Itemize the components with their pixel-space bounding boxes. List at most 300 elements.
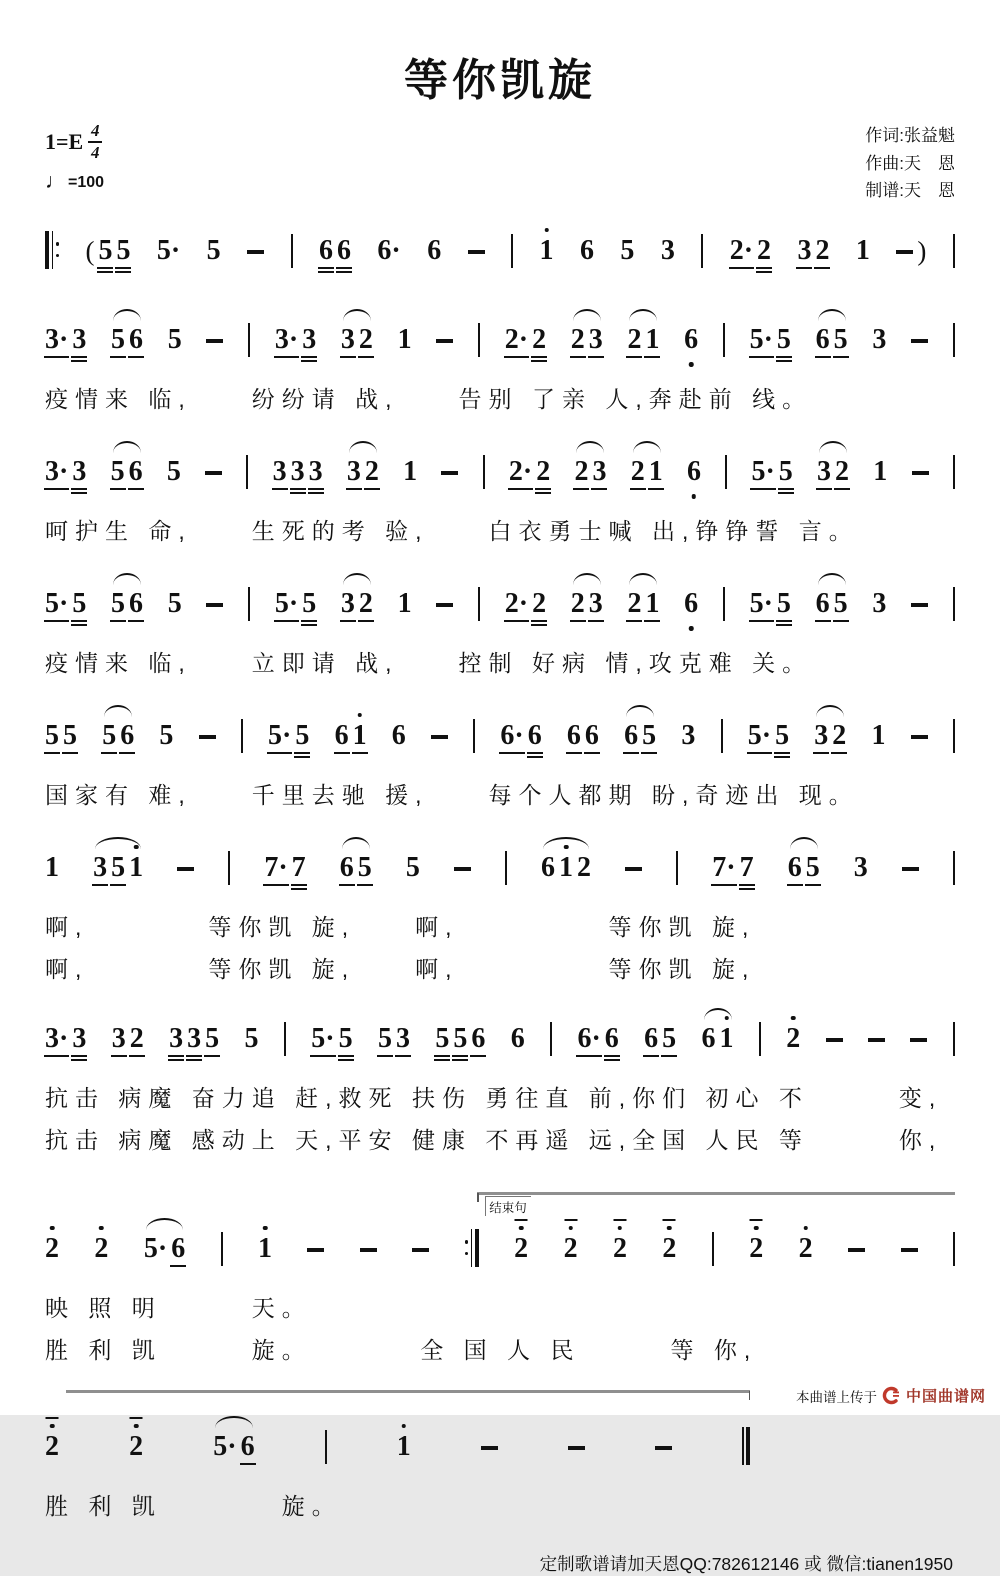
note-number: 1 — [855, 234, 870, 266]
slur-group — [143, 1232, 186, 1264]
beat-group — [855, 234, 870, 266]
slur-group — [627, 323, 660, 355]
note-token — [111, 587, 126, 619]
note-token — [814, 719, 829, 751]
sixteenth-underline — [115, 271, 131, 273]
tenuto-bar — [613, 1219, 626, 1222]
eighth-underline — [291, 884, 307, 886]
eighth-underline — [504, 356, 529, 358]
eighth-underline — [749, 620, 774, 622]
note-number: 3 — [588, 323, 603, 355]
octave-dot-above — [754, 1226, 759, 1231]
note-number: 2 — [563, 1232, 578, 1264]
beat-group — [166, 455, 181, 487]
beat-group — [396, 1430, 411, 1462]
note-token — [776, 587, 791, 619]
duration-dash — [360, 1248, 377, 1252]
ending-phrase-label: 结束句 — [485, 1196, 531, 1216]
slur-group — [541, 851, 592, 883]
beat-group — [264, 851, 306, 883]
barline — [228, 851, 230, 885]
eighth-underline — [129, 1055, 145, 1057]
eighth-underline — [535, 488, 551, 490]
eighth-underline — [340, 620, 356, 622]
beat-group — [747, 719, 790, 751]
notes-row — [45, 1002, 955, 1067]
beat-group — [284, 1022, 286, 1053]
note-token — [751, 455, 775, 487]
sixteenth-underline — [336, 271, 352, 273]
beat-group — [45, 323, 87, 355]
barline — [550, 1022, 552, 1056]
lyrics-row: 胜 利 凯 旋。 — [45, 1492, 342, 1519]
barline — [676, 851, 678, 885]
eighth-underline — [71, 356, 87, 358]
sixteenth-underline — [186, 1059, 202, 1061]
repeat-dot — [56, 254, 60, 258]
eighth-underline — [338, 1055, 354, 1057]
note-number: 5 — [778, 455, 793, 487]
note-token — [855, 234, 870, 266]
note-token — [817, 455, 832, 487]
beat-group — [427, 234, 442, 266]
beat-group — [510, 1022, 525, 1054]
note-number: 2 — [835, 455, 850, 487]
notes-row — [45, 831, 955, 896]
note-token — [206, 234, 221, 266]
slur-group — [346, 455, 379, 487]
uploader-credit — [796, 1385, 986, 1406]
slur-group — [339, 851, 372, 883]
eighth-underline — [749, 356, 774, 358]
note-token — [853, 851, 868, 883]
note-token — [815, 323, 830, 355]
note-number: 5 — [110, 455, 125, 487]
note-number: 5 — [776, 587, 791, 619]
beat-group — [436, 603, 453, 618]
lyrics-row: 啊, 等你凯 旋, 啊, 等你凯 旋, — [45, 913, 756, 940]
note-token — [579, 234, 594, 266]
thin-bar — [471, 1229, 473, 1267]
eighth-underline — [71, 620, 87, 622]
eighth-underline — [274, 356, 299, 358]
note-token — [244, 1022, 259, 1054]
barline — [712, 1232, 714, 1266]
note-token — [729, 234, 754, 266]
score-system — [45, 303, 955, 414]
barline — [953, 587, 955, 621]
beat-group — [206, 603, 223, 618]
duration-dash — [436, 603, 453, 607]
eighth-underline — [527, 752, 543, 754]
note-number: 6 — [339, 851, 354, 883]
slur-group — [574, 455, 607, 487]
note-token — [318, 234, 333, 266]
note-number: 5 — [302, 587, 317, 619]
eighth-underline — [110, 620, 126, 622]
note-token — [645, 323, 660, 355]
note-number: 5· — [156, 234, 181, 266]
eighth-underline — [310, 1055, 335, 1057]
duration-dash — [205, 471, 222, 475]
lyrics-row: 啊, 等你凯 旋, 啊, 等你凯 旋, — [45, 955, 756, 982]
note-number: 5· — [274, 587, 299, 619]
sixteenth-underline — [434, 1059, 450, 1061]
note-number: 6 — [604, 1022, 619, 1054]
beat-group — [953, 1022, 955, 1053]
note-number: 2 — [45, 1430, 59, 1462]
beat-group — [483, 455, 485, 486]
note-number: 7· — [712, 851, 736, 883]
beat-group — [478, 323, 480, 354]
note-number: 1 — [645, 323, 660, 355]
note-number: 5 — [662, 1022, 677, 1054]
note-number: 3 — [681, 719, 696, 751]
note-number: 5· — [268, 719, 292, 751]
lyrics-row: 疫情来 临, 纷纷请 战, 告别 了亲 人,奔赴前 线。 — [45, 385, 813, 412]
note-token — [532, 323, 547, 355]
note-number: 5 — [776, 323, 791, 355]
eighth-underline — [110, 488, 126, 490]
beat-group — [228, 851, 230, 882]
sixteenth-underline — [71, 492, 87, 494]
beat-group — [873, 455, 888, 487]
composer-credit: 作曲:天 恩 — [865, 153, 955, 173]
note-number: 6 — [120, 719, 135, 751]
beat-group — [872, 587, 887, 619]
octave-dot-above — [263, 1226, 268, 1231]
note-number: 3 — [72, 1022, 87, 1054]
barline — [246, 455, 248, 489]
duration-dash — [199, 735, 216, 739]
note-number: 3 — [797, 234, 812, 266]
eighth-underline — [787, 884, 803, 886]
note-number: 5 — [620, 234, 635, 266]
eighth-underline — [44, 752, 60, 754]
eighth-underline — [71, 1055, 87, 1057]
eighth-underline — [531, 356, 547, 358]
note-token — [377, 1022, 392, 1054]
eighth-underline — [346, 488, 362, 490]
beat-group — [872, 323, 887, 355]
beat-group — [676, 851, 678, 882]
note-token — [563, 1232, 578, 1264]
note-token — [630, 455, 645, 487]
beat-group — [723, 323, 725, 354]
thin-bar — [742, 1427, 744, 1465]
eighth-underline — [128, 488, 144, 490]
beat-group — [725, 455, 727, 486]
note-number: 5 — [642, 719, 657, 751]
beat-group — [568, 1446, 585, 1461]
note-token — [110, 455, 125, 487]
note-number: 2 — [627, 587, 642, 619]
beat-group — [311, 1022, 353, 1054]
note-token — [435, 1022, 450, 1054]
note-number: 5· — [45, 587, 69, 619]
beat-group — [246, 455, 248, 486]
eighth-underline — [272, 488, 288, 490]
note-number: 6 — [471, 1022, 486, 1054]
note-token — [94, 1232, 109, 1264]
note-token — [405, 851, 420, 883]
beat-group — [902, 867, 919, 882]
beat-group — [221, 1232, 223, 1263]
note-number: 6 — [128, 455, 143, 487]
upload-prefix: 本曲谱上传于 — [795, 1389, 877, 1405]
sixteenth-underline — [776, 624, 792, 626]
note-token — [872, 587, 887, 619]
note-token — [156, 234, 181, 266]
sixteenth-underline — [71, 624, 87, 626]
note-token — [778, 455, 793, 487]
note-token — [268, 719, 292, 751]
note-token — [566, 719, 581, 751]
note-token — [111, 851, 126, 883]
note-number: 6 — [427, 234, 442, 266]
note-token — [98, 234, 113, 266]
note-token — [624, 719, 639, 751]
note-number: 1 — [648, 455, 663, 487]
note-token — [627, 323, 642, 355]
beat-group — [912, 471, 929, 486]
eighth-underline — [661, 1055, 677, 1057]
tenuto-bar — [750, 1219, 763, 1222]
eighth-underline — [499, 752, 524, 754]
beat-group — [684, 587, 699, 619]
note-number: 6 — [815, 587, 830, 619]
eighth-underline — [813, 752, 829, 754]
beat-group — [712, 851, 754, 883]
eighth-underline — [336, 267, 352, 269]
eighth-underline — [110, 356, 126, 358]
tenuto-bar — [515, 1219, 528, 1222]
note-token — [45, 455, 69, 487]
eighth-underline — [44, 356, 69, 358]
note-token — [570, 323, 585, 355]
octave-dot-above — [544, 228, 549, 233]
beat-group — [272, 455, 323, 487]
note-token — [308, 455, 323, 487]
eighth-underline — [588, 356, 604, 358]
note-number: 5 — [833, 587, 848, 619]
note-token — [871, 719, 886, 751]
eighth-underline — [584, 752, 600, 754]
note-number: 1 — [871, 719, 886, 751]
slur-group — [93, 851, 144, 883]
beat-group — [579, 234, 594, 266]
octave-dot-below — [692, 494, 697, 499]
barline — [953, 719, 955, 753]
tenuto-bar — [663, 1219, 676, 1222]
beat-group — [871, 719, 886, 751]
eighth-underline — [570, 356, 586, 358]
repeat-dot — [465, 1240, 469, 1244]
site-logo-icon — [882, 1387, 901, 1404]
beat-group — [291, 234, 293, 265]
note-token — [72, 1022, 87, 1054]
beat-group — [45, 1430, 59, 1462]
note-number: 5 — [453, 1022, 468, 1054]
barline — [511, 234, 513, 268]
note-number: 5 — [405, 851, 420, 883]
slur-group — [787, 851, 820, 883]
note-token — [357, 851, 372, 883]
note-token — [757, 234, 772, 266]
beat-group — [504, 587, 547, 619]
beat-group — [473, 719, 475, 750]
note-number: 1 — [129, 851, 144, 883]
eighth-underline — [339, 884, 355, 886]
barline — [241, 719, 243, 753]
note-token — [833, 323, 848, 355]
note-number: 6 — [684, 587, 699, 619]
note-number: 3· — [45, 323, 69, 355]
note-number: 3 — [340, 587, 355, 619]
beat-group — [436, 339, 453, 354]
note-token — [72, 455, 87, 487]
barline — [701, 234, 703, 268]
beat-group — [953, 234, 955, 265]
note-token — [527, 719, 542, 751]
eighth-underline — [267, 752, 292, 754]
beat-group — [431, 735, 448, 750]
note-number: 1 — [258, 1232, 273, 1264]
beat-group — [625, 867, 642, 882]
note-token — [776, 323, 791, 355]
beat-group — [684, 323, 699, 355]
octave-dot-below — [689, 626, 694, 631]
note-number: 7 — [291, 851, 306, 883]
bracket-tick — [749, 1391, 751, 1400]
note-token — [45, 851, 59, 883]
barline — [284, 1022, 286, 1056]
eighth-underline — [814, 267, 830, 269]
octave-dot-above — [402, 1424, 407, 1429]
beat-group — [248, 587, 250, 618]
beat-group — [751, 455, 793, 487]
beat-group — [397, 323, 412, 355]
beat-group — [360, 1248, 377, 1263]
note-number: 3 — [290, 455, 305, 487]
contact-info: 定制歌谱请加天恩QQ:782612146 或 微信:tianen1950 — [539, 1553, 953, 1574]
beat-group — [244, 1022, 259, 1054]
eighth-underline — [643, 1055, 659, 1057]
octave-dot-below — [689, 362, 694, 367]
note-token — [111, 323, 126, 355]
beat-group — [325, 1430, 327, 1461]
duration-dash — [481, 1446, 498, 1450]
note-number: 7· — [264, 851, 288, 883]
note-token — [620, 234, 635, 266]
barline — [505, 851, 507, 885]
note-number: 1 — [397, 323, 412, 355]
eighth-underline — [101, 752, 117, 754]
beat-group — [397, 587, 412, 619]
note-number: 5 — [805, 851, 820, 883]
beat-group — [660, 234, 675, 266]
eighth-underline — [340, 356, 356, 358]
note-number: 5 — [244, 1022, 259, 1054]
eighth-underline — [626, 356, 642, 358]
note-token — [719, 1022, 734, 1054]
note-number: 5 — [116, 234, 131, 266]
eighth-underline — [128, 356, 144, 358]
octave-dot-above — [99, 1226, 104, 1231]
note-token — [358, 587, 373, 619]
octave-dot-above — [791, 1016, 796, 1021]
slur-group — [630, 455, 663, 487]
note-token — [291, 851, 306, 883]
note-number: 2· — [504, 323, 529, 355]
note-token — [787, 851, 802, 883]
barline — [248, 587, 250, 621]
eighth-underline — [301, 620, 317, 622]
repeat-begin-barline — [45, 231, 59, 269]
sixteenth-underline — [301, 624, 317, 626]
duration-dash — [568, 1446, 585, 1450]
note-number: 5 — [167, 323, 182, 355]
slur-group — [627, 587, 660, 619]
note-number: 3 — [660, 234, 675, 266]
eighth-underline — [776, 356, 792, 358]
eighth-underline — [71, 488, 87, 490]
eighth-underline — [334, 752, 350, 754]
beat-group — [910, 1038, 927, 1053]
beat-group — [205, 471, 222, 486]
beat-group — [712, 1232, 714, 1263]
meter-denominator: 4 — [90, 142, 100, 162]
note-token — [129, 851, 144, 883]
repeat-dots — [56, 242, 60, 257]
note-token — [570, 587, 585, 619]
eighth-underline — [641, 752, 657, 754]
note-number: 1 — [45, 851, 59, 883]
beat-group — [391, 719, 406, 751]
note-number: 6 — [787, 851, 802, 883]
beat-group — [500, 719, 542, 751]
note-token — [272, 455, 287, 487]
eighth-underline — [711, 884, 736, 886]
beat-group — [334, 719, 367, 751]
slur-group — [111, 587, 144, 619]
note-number: 6 — [701, 1022, 716, 1054]
note-number: 3 — [588, 587, 603, 619]
eighth-underline — [778, 488, 794, 490]
note-token — [749, 1232, 764, 1264]
notes-row — [45, 567, 955, 632]
note-token — [302, 587, 317, 619]
beat-group — [798, 1232, 813, 1264]
eighth-underline — [815, 356, 831, 358]
eighth-underline — [358, 620, 374, 622]
eighth-underline — [630, 488, 646, 490]
eighth-underline — [170, 1265, 186, 1267]
beat-group — [511, 234, 513, 265]
note-token — [397, 587, 412, 619]
beat-group — [749, 323, 791, 355]
beat-group — [45, 1022, 87, 1054]
tempo-value: =100 — [68, 173, 105, 191]
note-token — [264, 851, 288, 883]
note-number: 6 — [686, 455, 701, 487]
site-name: 中国曲谱网 — [905, 1388, 986, 1405]
eighth-underline — [364, 488, 380, 490]
note-token — [128, 455, 143, 487]
beat-group — [156, 234, 181, 266]
note-token — [346, 455, 361, 487]
note-token — [302, 323, 317, 355]
